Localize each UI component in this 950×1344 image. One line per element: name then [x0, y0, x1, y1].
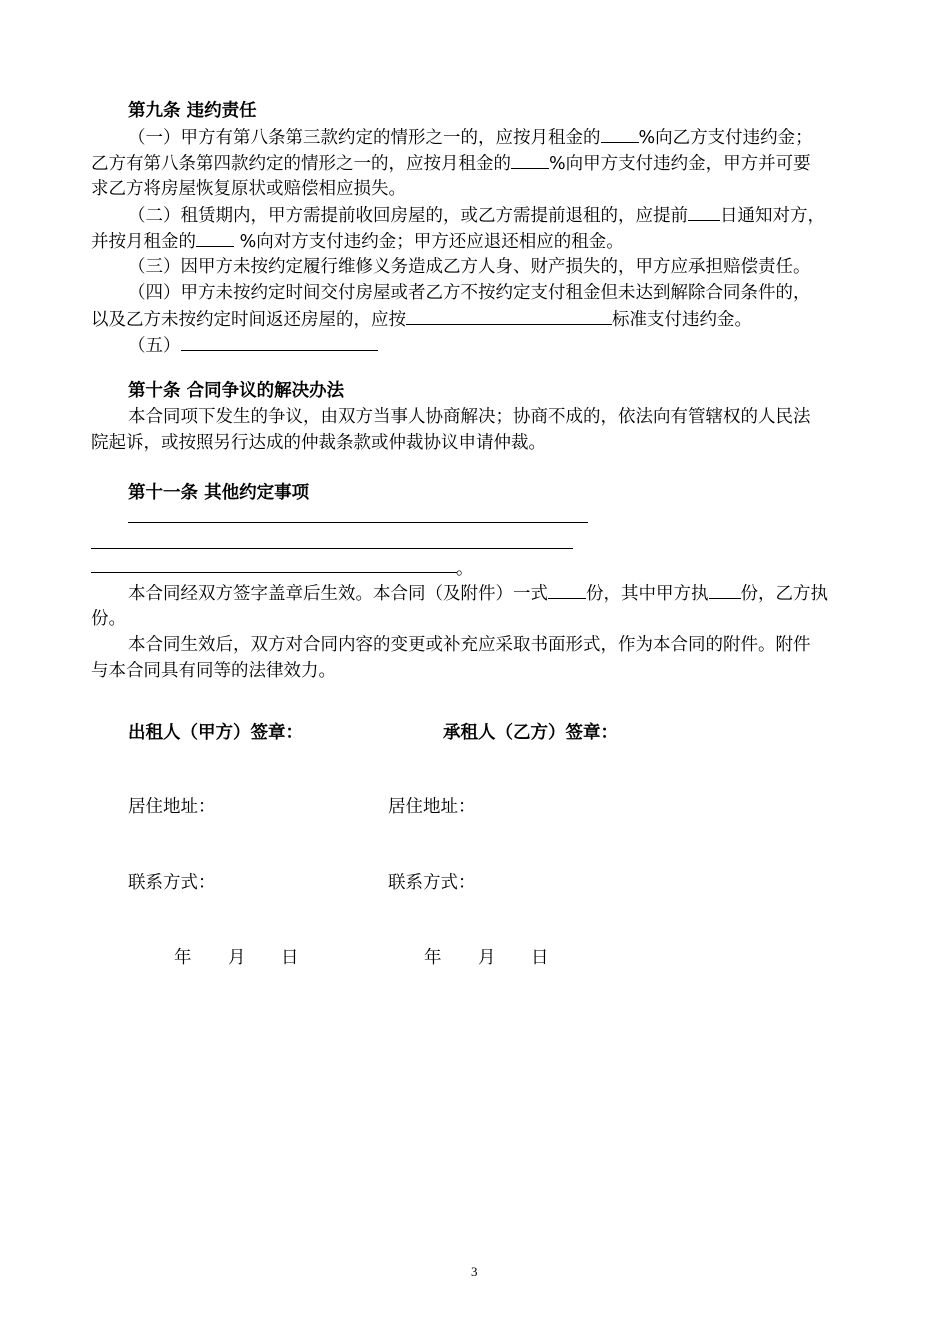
text-segment: %向乙方支付违约金；	[638, 128, 813, 148]
article-9-clause-4-line-1: （四）甲方未按约定时间交付房屋或者乙方不按约定支付租金但未达到解除合同条件的，	[128, 283, 811, 303]
text-segment: 以及乙方未按约定时间返还房屋的，应按	[91, 310, 406, 330]
article-9-clause-1-line-1	[128, 124, 813, 151]
lessor-contact-label: 联系方式：	[128, 873, 216, 893]
article-9-clause-1-line-3: 求乙方将房屋恢复原状或赔偿相应损失。	[91, 179, 406, 199]
article-9-clause-1-line-2	[91, 150, 811, 177]
lessor-date-month: 月	[228, 948, 246, 968]
text-segment: （五）	[128, 336, 181, 356]
amendment-clause-line-1: 本合同生效后，双方对合同内容的变更或补充应采取书面形式，作为本合同的附件。附件	[128, 635, 811, 655]
text-segment: （一）甲方有第八条第三款约定的情形之一的，应按月租金的	[128, 128, 601, 148]
article-9-clause-3: （三）因甲方未按约定履行维修义务造成乙方人身、财产损失的，甲方应承担赔偿责任。	[128, 257, 811, 277]
text-segment: %向对方支付违约金；甲方还应退还相应的租金。	[234, 232, 624, 252]
lessee-signature-label: 承租人（乙方）签章：	[443, 723, 618, 743]
article-9-heading: 第九条 违约责任	[128, 101, 257, 121]
article-9-clause-5	[128, 332, 378, 359]
blank-field[interactable]	[601, 124, 639, 143]
article-9-clause-2-line-1	[128, 202, 825, 229]
blank-field[interactable]	[196, 228, 234, 247]
blank-field[interactable]	[511, 150, 549, 169]
article-10-heading: 第十条 合同争议的解决办法	[128, 381, 345, 401]
blank-field[interactable]	[548, 580, 586, 599]
lessee-contact-label: 联系方式：	[388, 873, 476, 893]
text-segment: （二）租赁期内，甲方需提前收回房屋的，或乙方需提前退租的，应提前	[128, 206, 688, 226]
text-segment: %向甲方支付违约金，甲方并可要	[549, 154, 811, 174]
blank-line[interactable]	[91, 572, 457, 573]
lessee-date-day: 日	[531, 948, 549, 968]
lessee-address-label: 居住地址：	[388, 797, 476, 817]
lessor-date-day: 日	[281, 948, 299, 968]
text-segment: 本合同经双方签字盖章后生效。本合同（及附件）一式	[128, 584, 548, 604]
article-10-line-2: 院起诉，或按照另行达成的仲裁条款或仲裁协议申请仲裁。	[91, 433, 546, 453]
text-segment: 份，乙方执	[740, 584, 828, 604]
lessor-signature-label: 出租人（甲方）签章：	[128, 723, 303, 743]
article-9-clause-2-line-2	[91, 228, 624, 255]
text-segment: 标准支付违约金。	[612, 310, 752, 330]
effective-clause-line-1	[128, 580, 828, 607]
lessee-date-month: 月	[478, 948, 496, 968]
article-9-clause-4-line-2	[91, 306, 752, 333]
article-11-end-mark: 。	[456, 559, 474, 579]
text-segment: 日通知对方，	[720, 206, 825, 226]
lessor-address-label: 居住地址：	[128, 797, 216, 817]
blank-field[interactable]	[406, 306, 612, 325]
amendment-clause-line-2: 与本合同具有同等的法律效力。	[91, 661, 336, 681]
lessor-date-year: 年	[174, 948, 192, 968]
text-segment: 乙方有第八条第四款约定的情形之一的，应按月租金的	[91, 154, 511, 174]
blank-line[interactable]	[128, 522, 588, 523]
article-10-line-1: 本合同项下发生的争议，由双方当事人协商解决；协商不成的，依法向有管辖权的人民法	[128, 407, 811, 427]
blank-field[interactable]	[709, 580, 741, 599]
blank-line[interactable]	[91, 548, 573, 549]
effective-clause-line-2: 份。	[91, 609, 126, 629]
article-11-heading: 第十一条 其他约定事项	[128, 483, 310, 503]
lessee-date-year: 年	[424, 948, 442, 968]
blank-field[interactable]	[688, 202, 720, 221]
text-segment: 份，其中甲方执	[586, 584, 709, 604]
blank-field[interactable]	[181, 332, 378, 351]
text-segment: 并按月租金的	[91, 232, 196, 252]
page-number: 3	[471, 1264, 478, 1279]
